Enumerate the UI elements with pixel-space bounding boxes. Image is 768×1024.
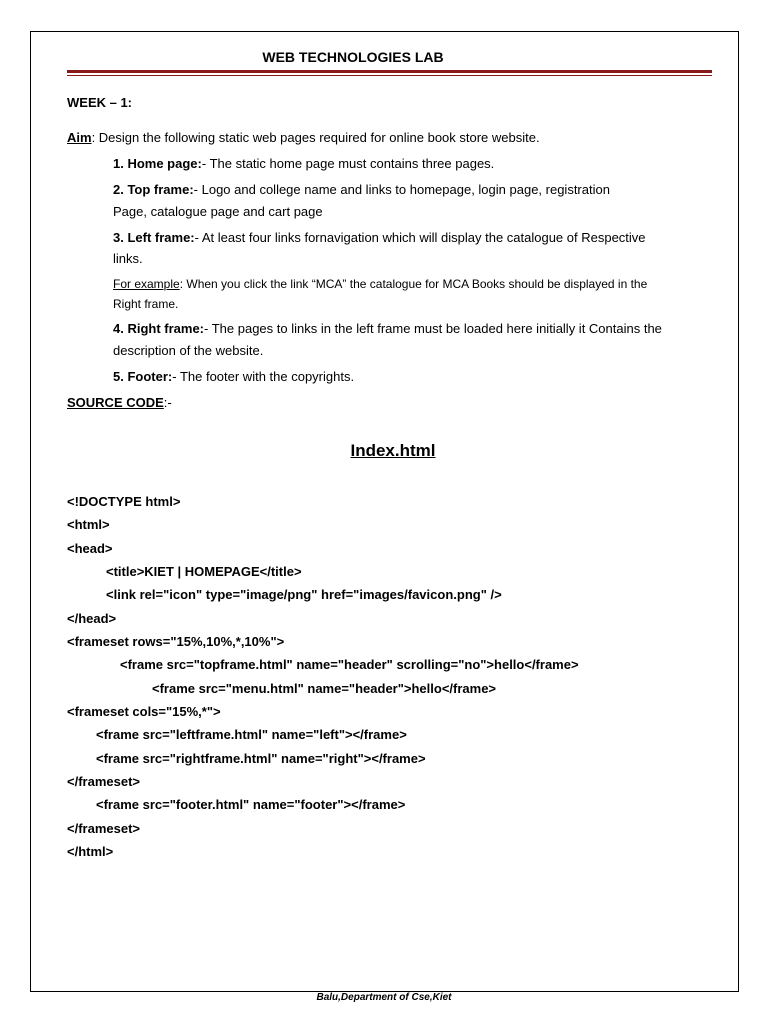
code-line: <frame src="rightframe.html" name="right"></frame> [96,751,426,766]
item-label: 3. Left frame: [113,230,195,245]
code-line: <frame src="topframe.html" name="header" scrolling="no">hello</frame> [120,657,579,672]
example-label: For example [113,277,180,291]
item-label: 1. Home page: [113,156,202,171]
item-footer [113,369,354,385]
example-line [113,276,647,292]
code-line: <head> [67,541,113,556]
item-right-frame-continued: description of the website. [113,343,264,358]
item-home-page [113,156,494,172]
code-line: </frameset> [67,774,140,789]
aim-line [67,130,540,146]
aim-text: : Design the following static web pages required for online book store website. [91,130,540,145]
footer-signature: Balu,Department of Cse,Kiet [316,992,452,1003]
code-line: <html> [67,517,110,532]
code-line: </head> [67,611,117,626]
header-rule-thin [67,75,712,76]
item-text: - At least four links fornavigation which will display the catalogue of Respective [194,230,646,245]
item-label: 5. Footer: [113,369,173,384]
code-line: <link rel="icon" type="image/png" href="images/favicon.png" /> [106,587,502,602]
code-line: </html> [67,844,114,859]
source-code-heading [67,395,172,411]
aim-label: Aim [67,130,92,145]
section-title: Index.html [350,441,436,460]
code-line: <frame src="footer.html" name="footer"></frame> [96,797,406,812]
example-line-continued: Right frame. [113,297,179,311]
item-label: 2. Top frame: [113,182,194,197]
code-line: <title>KIET | HOMEPAGE</title> [106,564,302,579]
item-text: - The footer with the copyrights. [172,369,355,384]
item-text: - The pages to links in the left frame must be loaded here initially it Contains the [204,321,662,336]
item-right-frame [113,321,662,337]
source-code-suffix: :- [163,395,172,410]
item-left-frame [113,230,646,246]
code-line: <frameset rows="15%,10%,*,10%"> [67,634,285,649]
page-border [30,31,739,992]
source-code-label: SOURCE CODE [67,395,164,410]
code-line: </frameset> [67,821,140,836]
item-text: - The static home page must contains three pages. [201,156,495,171]
header-rule-thick [67,70,712,73]
page-header-title: WEB TECHNOLOGIES LAB [262,49,444,65]
code-line: <!DOCTYPE html> [67,494,181,509]
week-heading: WEEK – 1: [67,95,133,110]
item-top-frame-continued: Page, catalogue page and cart page [113,204,323,219]
item-label: 4. Right frame: [113,321,205,336]
item-left-frame-continued: links. [113,251,143,266]
code-line: <frame src="leftframe.html" name="left"></frame> [96,727,407,742]
item-top-frame [113,182,610,198]
code-line: <frameset cols="15%,*"> [67,704,221,719]
code-line: <frame src="menu.html" name="header">hello</frame> [152,681,497,696]
item-text: - Logo and college name and links to homepage, login page, registration [193,182,610,197]
example-text: : When you click the link “MCA” the catalogue for MCA Books should be displayed in the [179,277,648,291]
